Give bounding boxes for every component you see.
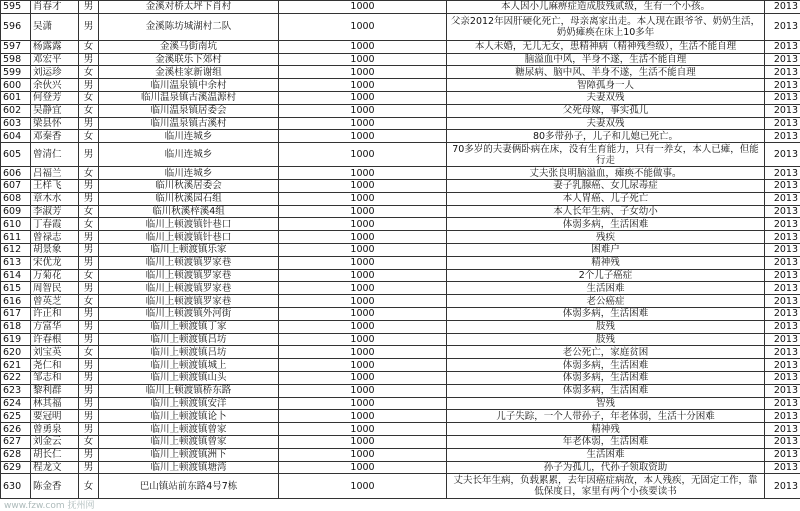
year-cell: 2013 (765, 320, 800, 333)
row-number-cell: 617 (1, 307, 31, 320)
row-number-cell: 620 (1, 346, 31, 359)
table-row (1, 243, 800, 256)
year-cell: 2013 (765, 346, 800, 359)
reason-cell: 体弱多病，生活困难 (447, 307, 765, 320)
amount-cell: 1000 (279, 130, 447, 143)
reason-cell: 年老体弱，生活困难 (447, 435, 765, 448)
row-number-cell: 621 (1, 359, 31, 372)
table-row (1, 205, 800, 218)
amount-cell: 1000 (279, 40, 447, 53)
amount-cell: 1000 (279, 307, 447, 320)
gender-cell: 男 (79, 448, 99, 461)
person-name-cell: 周智民 (31, 282, 79, 295)
gender-cell: 男 (79, 53, 99, 66)
address-cell: 临川上顿渡镇针巷口 (99, 218, 279, 231)
address-cell: 临川秋溪园石组 (99, 192, 279, 205)
gender-cell: 男 (79, 282, 99, 295)
address-cell: 临川温泉镇古溪温源村 (99, 91, 279, 104)
year-cell: 2013 (765, 179, 800, 192)
amount-cell: 1000 (279, 269, 447, 282)
gender-cell: 男 (79, 179, 99, 192)
reason-cell: 体弱多病，生活困难 (447, 359, 765, 372)
reason-cell: 本人胃癌、儿子死亡 (447, 192, 765, 205)
person-name-cell: 杨露露 (31, 40, 79, 53)
address-cell: 临川上顿渡镇塘湾 (99, 461, 279, 474)
address-cell: 临川秋溪梓溪4组 (99, 205, 279, 218)
reason-cell: 体弱多病，生活困难 (447, 384, 765, 397)
gender-cell: 男 (79, 143, 99, 167)
table-row (1, 117, 800, 130)
gender-cell: 女 (79, 66, 99, 79)
person-name-cell: 邓宏平 (31, 53, 79, 66)
amount-cell: 1000 (279, 371, 447, 384)
person-name-cell: 万菊花 (31, 269, 79, 282)
amount-cell: 1000 (279, 282, 447, 295)
person-name-cell: 黎利群 (31, 384, 79, 397)
year-cell: 2013 (765, 66, 800, 79)
amount-cell: 1000 (279, 359, 447, 372)
row-number-cell: 629 (1, 461, 31, 474)
address-cell: 临川上顿渡镇安洋 (99, 397, 279, 410)
reason-cell: 精神残 (447, 423, 765, 436)
amount-cell: 1000 (279, 192, 447, 205)
row-number-cell: 623 (1, 384, 31, 397)
year-cell: 2013 (765, 192, 800, 205)
year-cell: 2013 (765, 423, 800, 436)
amount-cell: 1000 (279, 231, 447, 244)
reason-cell: 妻子乳腺癌、女儿尿毒症 (447, 179, 765, 192)
reason-cell: 糖尿病、脑中风、半身不遂，生活不能自理 (447, 66, 765, 79)
amount-cell: 1000 (279, 53, 447, 66)
amount-cell: 1000 (279, 205, 447, 218)
row-number-cell: 616 (1, 295, 31, 308)
address-cell: 临川上顿渡镇城上 (99, 359, 279, 372)
amount-cell: 1000 (279, 256, 447, 269)
watermark: www.fzw.com 抚州网 (4, 501, 95, 511)
address-cell: 金溪联乐下郊村 (99, 53, 279, 66)
person-name-cell: 曾英芝 (31, 295, 79, 308)
reason-cell: 肢残 (447, 320, 765, 333)
row-number-cell: 624 (1, 397, 31, 410)
reason-cell: 老公癌症 (447, 295, 765, 308)
table-row (1, 410, 800, 423)
gender-cell: 女 (79, 269, 99, 282)
address-cell: 临川上顿渡镇乐家 (99, 243, 279, 256)
reason-cell: 残疾 (447, 231, 765, 244)
address-cell: 临川上顿渡镇论卜 (99, 410, 279, 423)
gender-cell: 男 (79, 256, 99, 269)
gender-cell: 男 (79, 461, 99, 474)
row-number-cell: 596 (1, 13, 31, 40)
gender-cell: 男 (79, 117, 99, 130)
reason-cell: 体弱多病，生活困难 (447, 371, 765, 384)
person-name-cell: 尧仁和 (31, 359, 79, 372)
reason-cell: 精神残 (447, 256, 765, 269)
table-row (1, 231, 800, 244)
row-number-cell: 626 (1, 423, 31, 436)
row-number-cell: 605 (1, 143, 31, 167)
table-row (1, 40, 800, 53)
person-name-cell: 吴静宜 (31, 104, 79, 117)
amount-cell: 1000 (279, 474, 447, 499)
address-cell: 临川连城乡 (99, 130, 279, 143)
person-name-cell: 陈金香 (31, 474, 79, 499)
reason-cell: 80多带孙子，儿子和儿媳已死亡。 (447, 130, 765, 143)
amount-cell: 1000 (279, 320, 447, 333)
gender-cell: 女 (79, 91, 99, 104)
year-cell: 2013 (765, 474, 800, 499)
table-row (1, 104, 800, 117)
amount-cell: 1000 (279, 397, 447, 410)
year-cell: 2013 (765, 435, 800, 448)
year-cell: 2013 (765, 130, 800, 143)
address-cell: 临川上顿渡镇洲下 (99, 448, 279, 461)
gender-cell: 女 (79, 205, 99, 218)
person-name-cell: 许春根 (31, 333, 79, 346)
gender-cell: 女 (79, 435, 99, 448)
reason-cell: 2个儿子癌症 (447, 269, 765, 282)
amount-cell: 1000 (279, 104, 447, 117)
amount-cell: 1000 (279, 66, 447, 79)
reason-cell: 老公死亡，家庭贫困 (447, 346, 765, 359)
row-number-cell: 602 (1, 104, 31, 117)
gender-cell: 男 (79, 1, 99, 14)
address-cell: 临川连城乡 (99, 167, 279, 180)
gender-cell: 男 (79, 307, 99, 320)
address-cell: 临川上顿渡镇曾家 (99, 435, 279, 448)
gender-cell: 男 (79, 410, 99, 423)
year-cell: 2013 (765, 167, 800, 180)
year-cell: 2013 (765, 117, 800, 130)
records-table-body (1, 1, 800, 499)
address-cell: 临川上顿渡镇曾家 (99, 423, 279, 436)
year-cell: 2013 (765, 333, 800, 346)
amount-cell: 1000 (279, 13, 447, 40)
row-number-cell: 599 (1, 66, 31, 79)
table-row (1, 282, 800, 295)
table-row (1, 91, 800, 104)
year-cell: 2013 (765, 13, 800, 40)
row-number-cell: 627 (1, 435, 31, 448)
reason-cell: 孙子为孤儿，代孙子领取资助 (447, 461, 765, 474)
address-cell: 临川温泉镇居委会 (99, 104, 279, 117)
person-name-cell: 邹志和 (31, 371, 79, 384)
reason-cell: 脑溢血中风，半身不遂，生活不能自理 (447, 53, 765, 66)
amount-cell: 1000 (279, 91, 447, 104)
address-cell: 临川上顿渡镇桥东路 (99, 384, 279, 397)
amount-cell: 1000 (279, 295, 447, 308)
table-row (1, 13, 800, 40)
amount-cell: 1000 (279, 384, 447, 397)
amount-cell: 1000 (279, 179, 447, 192)
row-number-cell: 608 (1, 192, 31, 205)
person-name-cell: 余伙兴 (31, 79, 79, 92)
table-row (1, 1, 800, 14)
address-cell: 临川上顿渡镇外河街 (99, 307, 279, 320)
person-name-cell: 胡景象 (31, 243, 79, 256)
reason-cell: 父亲2012年因肝硬化死亡，母亲离家出走。本人现在跟爷爷、奶奶生活，奶奶瘫痪在床上10多年 (447, 13, 765, 40)
person-name-cell: 王样飞 (31, 179, 79, 192)
table-row (1, 474, 800, 499)
gender-cell: 男 (79, 371, 99, 384)
table-row (1, 346, 800, 359)
person-name-cell: 何登芳 (31, 91, 79, 104)
table-row (1, 435, 800, 448)
year-cell: 2013 (765, 295, 800, 308)
year-cell: 2013 (765, 205, 800, 218)
row-number-cell: 601 (1, 91, 31, 104)
address-cell: 临川上顿渡镇吕坊 (99, 333, 279, 346)
reason-cell: 70多岁的夫妻俩卧病在床，没有生育能力，只有一养女，本人已瘫，但能行走 (447, 143, 765, 167)
year-cell: 2013 (765, 243, 800, 256)
person-name-cell: 李淑芳 (31, 205, 79, 218)
person-name-cell: 胡长仁 (31, 448, 79, 461)
person-name-cell: 章木水 (31, 192, 79, 205)
reason-cell: 儿子失踪，一个人带孙子，年老体弱，生活十分困难 (447, 410, 765, 423)
person-name-cell: 刘宝英 (31, 346, 79, 359)
person-name-cell: 方富华 (31, 320, 79, 333)
gender-cell: 女 (79, 346, 99, 359)
person-name-cell: 许正和 (31, 307, 79, 320)
amount-cell: 1000 (279, 243, 447, 256)
row-number-cell: 612 (1, 243, 31, 256)
table-row (1, 307, 800, 320)
table-row (1, 423, 800, 436)
address-cell: 金溪对桥太坪下肖村 (99, 1, 279, 14)
amount-cell: 1000 (279, 423, 447, 436)
row-number-cell: 618 (1, 320, 31, 333)
address-cell: 临川上顿渡镇丁家 (99, 320, 279, 333)
year-cell: 2013 (765, 1, 800, 14)
amount-cell: 1000 (279, 435, 447, 448)
person-name-cell: 肖春才 (31, 1, 79, 14)
row-number-cell: 625 (1, 410, 31, 423)
row-number-cell: 604 (1, 130, 31, 143)
row-number-cell: 614 (1, 269, 31, 282)
person-name-cell: 吕福兰 (31, 167, 79, 180)
row-number-cell: 603 (1, 117, 31, 130)
table-row (1, 256, 800, 269)
row-number-cell: 606 (1, 167, 31, 180)
gender-cell: 男 (79, 423, 99, 436)
gender-cell: 女 (79, 218, 99, 231)
year-cell: 2013 (765, 359, 800, 372)
address-cell: 临川上顿渡镇吕坊 (99, 346, 279, 359)
address-cell: 临川上顿渡镇罗家巷 (99, 269, 279, 282)
gender-cell: 女 (79, 474, 99, 499)
year-cell: 2013 (765, 371, 800, 384)
table-row (1, 359, 800, 372)
year-cell: 2013 (765, 461, 800, 474)
row-number-cell: 597 (1, 40, 31, 53)
address-cell: 金溪马街南坑 (99, 40, 279, 53)
reason-cell: 本人因小儿麻痹症造成肢残贰级，生有一个小孩。 (447, 1, 765, 14)
row-number-cell: 598 (1, 53, 31, 66)
person-name-cell: 曾禄志 (31, 231, 79, 244)
person-name-cell: 刘金云 (31, 435, 79, 448)
year-cell: 2013 (765, 397, 800, 410)
reason-cell: 智残 (447, 397, 765, 410)
table-row (1, 53, 800, 66)
person-name-cell: 曾清仁 (31, 143, 79, 167)
year-cell: 2013 (765, 79, 800, 92)
row-number-cell: 613 (1, 256, 31, 269)
year-cell: 2013 (765, 231, 800, 244)
address-cell: 临川温泉镇古溪村 (99, 117, 279, 130)
amount-cell: 1000 (279, 448, 447, 461)
person-name-cell: 要冠明 (31, 410, 79, 423)
row-number-cell: 628 (1, 448, 31, 461)
address-cell: 临川上顿渡镇山头 (99, 371, 279, 384)
year-cell: 2013 (765, 91, 800, 104)
address-cell: 金溪桂家新谢组 (99, 66, 279, 79)
gender-cell: 女 (79, 40, 99, 53)
reason-cell: 智障孤身一人 (447, 79, 765, 92)
person-name-cell: 刘运珍 (31, 66, 79, 79)
table-row (1, 167, 800, 180)
gender-cell: 男 (79, 13, 99, 40)
year-cell: 2013 (765, 218, 800, 231)
table-row (1, 192, 800, 205)
gender-cell: 男 (79, 231, 99, 244)
person-name-cell: 宋优龙 (31, 256, 79, 269)
table-row (1, 320, 800, 333)
reason-cell: 父死母嫁，事实孤儿 (447, 104, 765, 117)
reason-cell: 肢残 (447, 333, 765, 346)
amount-cell: 1000 (279, 410, 447, 423)
year-cell: 2013 (765, 143, 800, 167)
year-cell: 2013 (765, 269, 800, 282)
table-row (1, 333, 800, 346)
amount-cell: 1000 (279, 333, 447, 346)
table-row (1, 371, 800, 384)
reason-cell: 本人未婚，无儿无女，患精神病（精神残叁级），生活不能自理 (447, 40, 765, 53)
person-name-cell: 吴潇 (31, 13, 79, 40)
year-cell: 2013 (765, 282, 800, 295)
table-row (1, 397, 800, 410)
table-row (1, 179, 800, 192)
row-number-cell: 600 (1, 79, 31, 92)
row-number-cell: 610 (1, 218, 31, 231)
amount-cell: 1000 (279, 117, 447, 130)
gender-cell: 男 (79, 320, 99, 333)
amount-cell: 1000 (279, 218, 447, 231)
reason-cell: 生活困难 (447, 448, 765, 461)
amount-cell: 1000 (279, 79, 447, 92)
row-number-cell: 607 (1, 179, 31, 192)
gender-cell: 男 (79, 359, 99, 372)
gender-cell: 男 (79, 243, 99, 256)
year-cell: 2013 (765, 53, 800, 66)
amount-cell: 1000 (279, 1, 447, 14)
gender-cell: 女 (79, 167, 99, 180)
year-cell: 2013 (765, 256, 800, 269)
person-name-cell: 林其福 (31, 397, 79, 410)
reason-cell: 夫妻双残 (447, 91, 765, 104)
reason-cell: 夫妻双残 (447, 117, 765, 130)
gender-cell: 男 (79, 79, 99, 92)
row-number-cell: 595 (1, 1, 31, 14)
table-row (1, 384, 800, 397)
year-cell: 2013 (765, 448, 800, 461)
year-cell: 2013 (765, 40, 800, 53)
person-name-cell: 丁春霞 (31, 218, 79, 231)
table-row (1, 461, 800, 474)
table-row (1, 130, 800, 143)
row-number-cell: 609 (1, 205, 31, 218)
amount-cell: 1000 (279, 461, 447, 474)
table-row (1, 295, 800, 308)
gender-cell: 男 (79, 192, 99, 205)
address-cell: 临川上顿渡镇罗家巷 (99, 295, 279, 308)
reason-cell: 困难户 (447, 243, 765, 256)
reason-cell: 丈夫张良明脑溢血，瘫痪不能做事。 (447, 167, 765, 180)
row-number-cell: 622 (1, 371, 31, 384)
row-number-cell: 611 (1, 231, 31, 244)
address-cell: 巴山镇站前东路4号7栋 (99, 474, 279, 499)
table-row (1, 269, 800, 282)
address-cell: 临川上顿渡镇罗家巷 (99, 256, 279, 269)
gender-cell: 女 (79, 104, 99, 117)
gender-cell: 男 (79, 384, 99, 397)
address-cell: 临川连城乡 (99, 143, 279, 167)
gender-cell: 男 (79, 333, 99, 346)
address-cell: 临川秋溪居委会 (99, 179, 279, 192)
person-name-cell: 邓秦香 (31, 130, 79, 143)
table-row (1, 66, 800, 79)
person-name-cell: 曾勇泉 (31, 423, 79, 436)
year-cell: 2013 (765, 410, 800, 423)
address-cell: 临川上顿渡镇针巷口 (99, 231, 279, 244)
amount-cell: 1000 (279, 346, 447, 359)
amount-cell: 1000 (279, 167, 447, 180)
year-cell: 2013 (765, 104, 800, 117)
table-row (1, 143, 800, 167)
reason-cell: 体弱多病，生活困难 (447, 218, 765, 231)
row-number-cell: 619 (1, 333, 31, 346)
gender-cell: 女 (79, 130, 99, 143)
table-row (1, 218, 800, 231)
reason-cell: 丈夫长年生病，负载累累，去年因癌症病故，本人残疾，无固定工作，靠低保度日，家里有两个小孩要读书 (447, 474, 765, 499)
amount-cell: 1000 (279, 143, 447, 167)
address-cell: 金溪陈坊城湖村二队 (99, 13, 279, 40)
reason-cell: 本人长年生病、子女幼小 (447, 205, 765, 218)
address-cell: 临川上顿渡镇罗家巷 (99, 282, 279, 295)
gender-cell: 女 (79, 295, 99, 308)
row-number-cell: 630 (1, 474, 31, 499)
row-number-cell: 615 (1, 282, 31, 295)
gender-cell: 男 (79, 397, 99, 410)
table-row (1, 79, 800, 92)
year-cell: 2013 (765, 307, 800, 320)
year-cell: 2013 (765, 384, 800, 397)
person-name-cell: 程龙文 (31, 461, 79, 474)
address-cell: 临川温泉镇中余村 (99, 79, 279, 92)
person-name-cell: 梁县怀 (31, 117, 79, 130)
reason-cell: 生活困难 (447, 282, 765, 295)
table-row (1, 448, 800, 461)
